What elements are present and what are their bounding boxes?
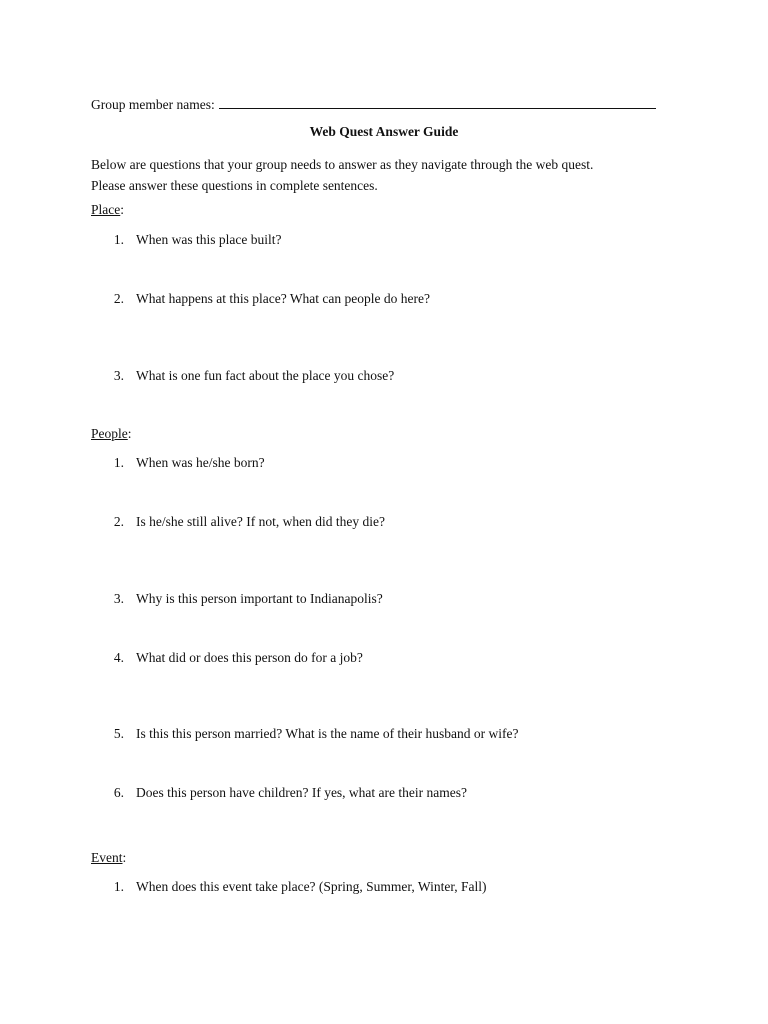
people-question-4-text: What did or does this person do for a job? — [136, 650, 363, 665]
section-heading-event-text: Event — [91, 850, 123, 865]
people-question-1-text: When was he/she born? — [136, 455, 265, 470]
people-question-5-text: Is this this person married? What is the name of their husband or wife? — [136, 726, 519, 741]
group-member-names-blank — [219, 96, 656, 109]
place-question-2-number: 2. — [113, 291, 124, 306]
people-question-6-number: 6. — [113, 785, 124, 800]
people-question-4-number: 4. — [113, 650, 124, 665]
event-question-1-number: 1. — [113, 879, 124, 894]
people-question-3-text: Why is this person important to Indianapolis? — [136, 591, 383, 606]
people-question-5-number: 5. — [113, 726, 124, 741]
people-question-3-number: 3. — [113, 591, 124, 606]
intro-line-2: Please answer these questions in complete sentences. — [91, 178, 378, 193]
event-question-1-text: When does this event take place? (Spring, Summer, Winter, Fall) — [136, 879, 487, 894]
section-heading-people-text: People — [91, 426, 128, 441]
intro-paragraph — [91, 154, 593, 196]
place-question-1-number: 1. — [113, 232, 124, 247]
people-question-2-text: Is he/she still alive? If not, when did they die? — [136, 514, 385, 529]
section-heading-people-colon: : — [127, 426, 132, 441]
people-question-2-number: 2. — [113, 514, 124, 529]
place-question-1-text: When was this place built? — [136, 232, 282, 247]
people-question-6-text: Does this person have children? If yes, what are their names? — [136, 785, 468, 800]
place-question-3-text: What is one fun fact about the place you chose? — [136, 368, 395, 383]
section-heading-place-text: Place — [91, 202, 121, 217]
intro-line-1: Below are questions that your group needs to answer as they navigate through the web quest. — [91, 157, 594, 172]
place-question-3-number: 3. — [113, 368, 124, 383]
section-heading-event-colon: : — [122, 850, 127, 865]
document-title: Web Quest Answer Guide — [309, 124, 459, 139]
section-heading-event — [91, 851, 126, 865]
group-member-names-label: Group member names: — [91, 97, 215, 112]
section-heading-people — [91, 427, 132, 441]
section-heading-place-colon: : — [120, 202, 125, 217]
place-question-2-text: What happens at this place? What can people do here? — [136, 291, 430, 306]
group-member-names-line — [91, 96, 656, 112]
people-question-1-number: 1. — [113, 455, 124, 470]
section-heading-place — [91, 203, 124, 217]
